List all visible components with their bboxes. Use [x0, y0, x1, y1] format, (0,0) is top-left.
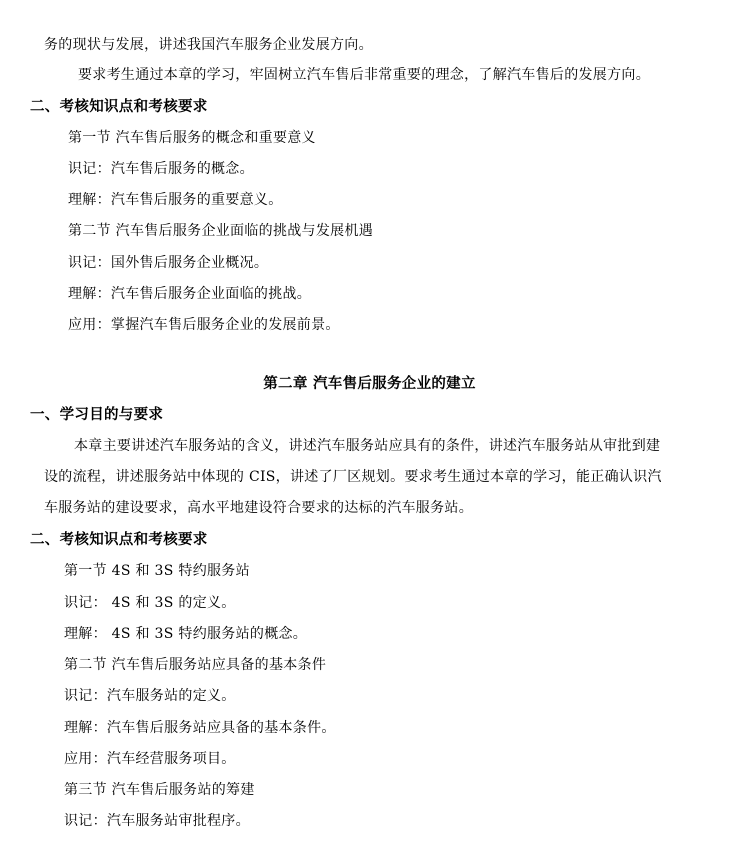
heading-knowledge-points: 二、考核知识点和考核要求 — [30, 531, 208, 548]
chapter-title: 第二章 汽车售后服务企业的建立 — [263, 375, 476, 392]
section-item: 理解： 4S 和 3S 特约服务站的概念。 — [64, 626, 308, 642]
section-item: 理解：汽车售后服务站应具备的基本条件。 — [64, 720, 336, 736]
section-item: 第三节 汽车售后服务站的筹建 — [64, 782, 255, 798]
section-item: 第一节 汽车售后服务的概念和重要意义 — [68, 130, 316, 146]
paragraph-line: 车服务站的建设要求，高水平地建设符合要求的达标的汽车服务站。 — [44, 500, 473, 516]
section-item: 理解：汽车售后服务的重要意义。 — [68, 192, 283, 208]
section-item: 第二节 汽车售后服务站应具备的基本条件 — [64, 657, 327, 673]
paragraph-continuation: 务的现状与发展，讲述我国汽车服务企业发展方向。 — [44, 37, 373, 53]
section-item: 第二节 汽车售后服务企业面临的挑战与发展机遇 — [68, 223, 374, 239]
section-item: 应用：掌握汽车售后服务企业的发展前景。 — [68, 317, 340, 333]
section-item: 理解：汽车售后服务企业面临的挑战。 — [68, 286, 312, 302]
section-item: 识记：汽车服务站审批程序。 — [64, 813, 250, 829]
heading-goals: 一、学习目的与要求 — [30, 406, 164, 423]
section-item: 第一节 4S 和 3S 特约服务站 — [64, 563, 250, 579]
paragraph-requirement: 要求考生通过本章的学习，牢固树立汽车售后非常重要的理念，了解汽车售后的发展方向。 — [78, 67, 650, 83]
section-item: 识记：汽车服务站的定义。 — [64, 688, 236, 704]
section-item: 应用：汽车经营服务项目。 — [64, 751, 236, 767]
section-item: 识记：汽车售后服务的概念。 — [68, 161, 254, 177]
paragraph-line: 设的流程，讲述服务站中体现的 CIS，讲述了厂区规划。要求考生通过本章的学习，能正确认识汽 — [44, 469, 662, 485]
paragraph-line: 本章主要讲述汽车服务站的含义，讲述汽车服务站应具有的条件，讲述汽车服务站从审批到建 — [74, 438, 661, 454]
section-item: 识记： 4S 和 3S 的定义。 — [64, 595, 236, 611]
heading-knowledge-points: 二、考核知识点和考核要求 — [30, 98, 208, 115]
section-item: 识记：国外售后服务企业概况。 — [68, 255, 269, 271]
